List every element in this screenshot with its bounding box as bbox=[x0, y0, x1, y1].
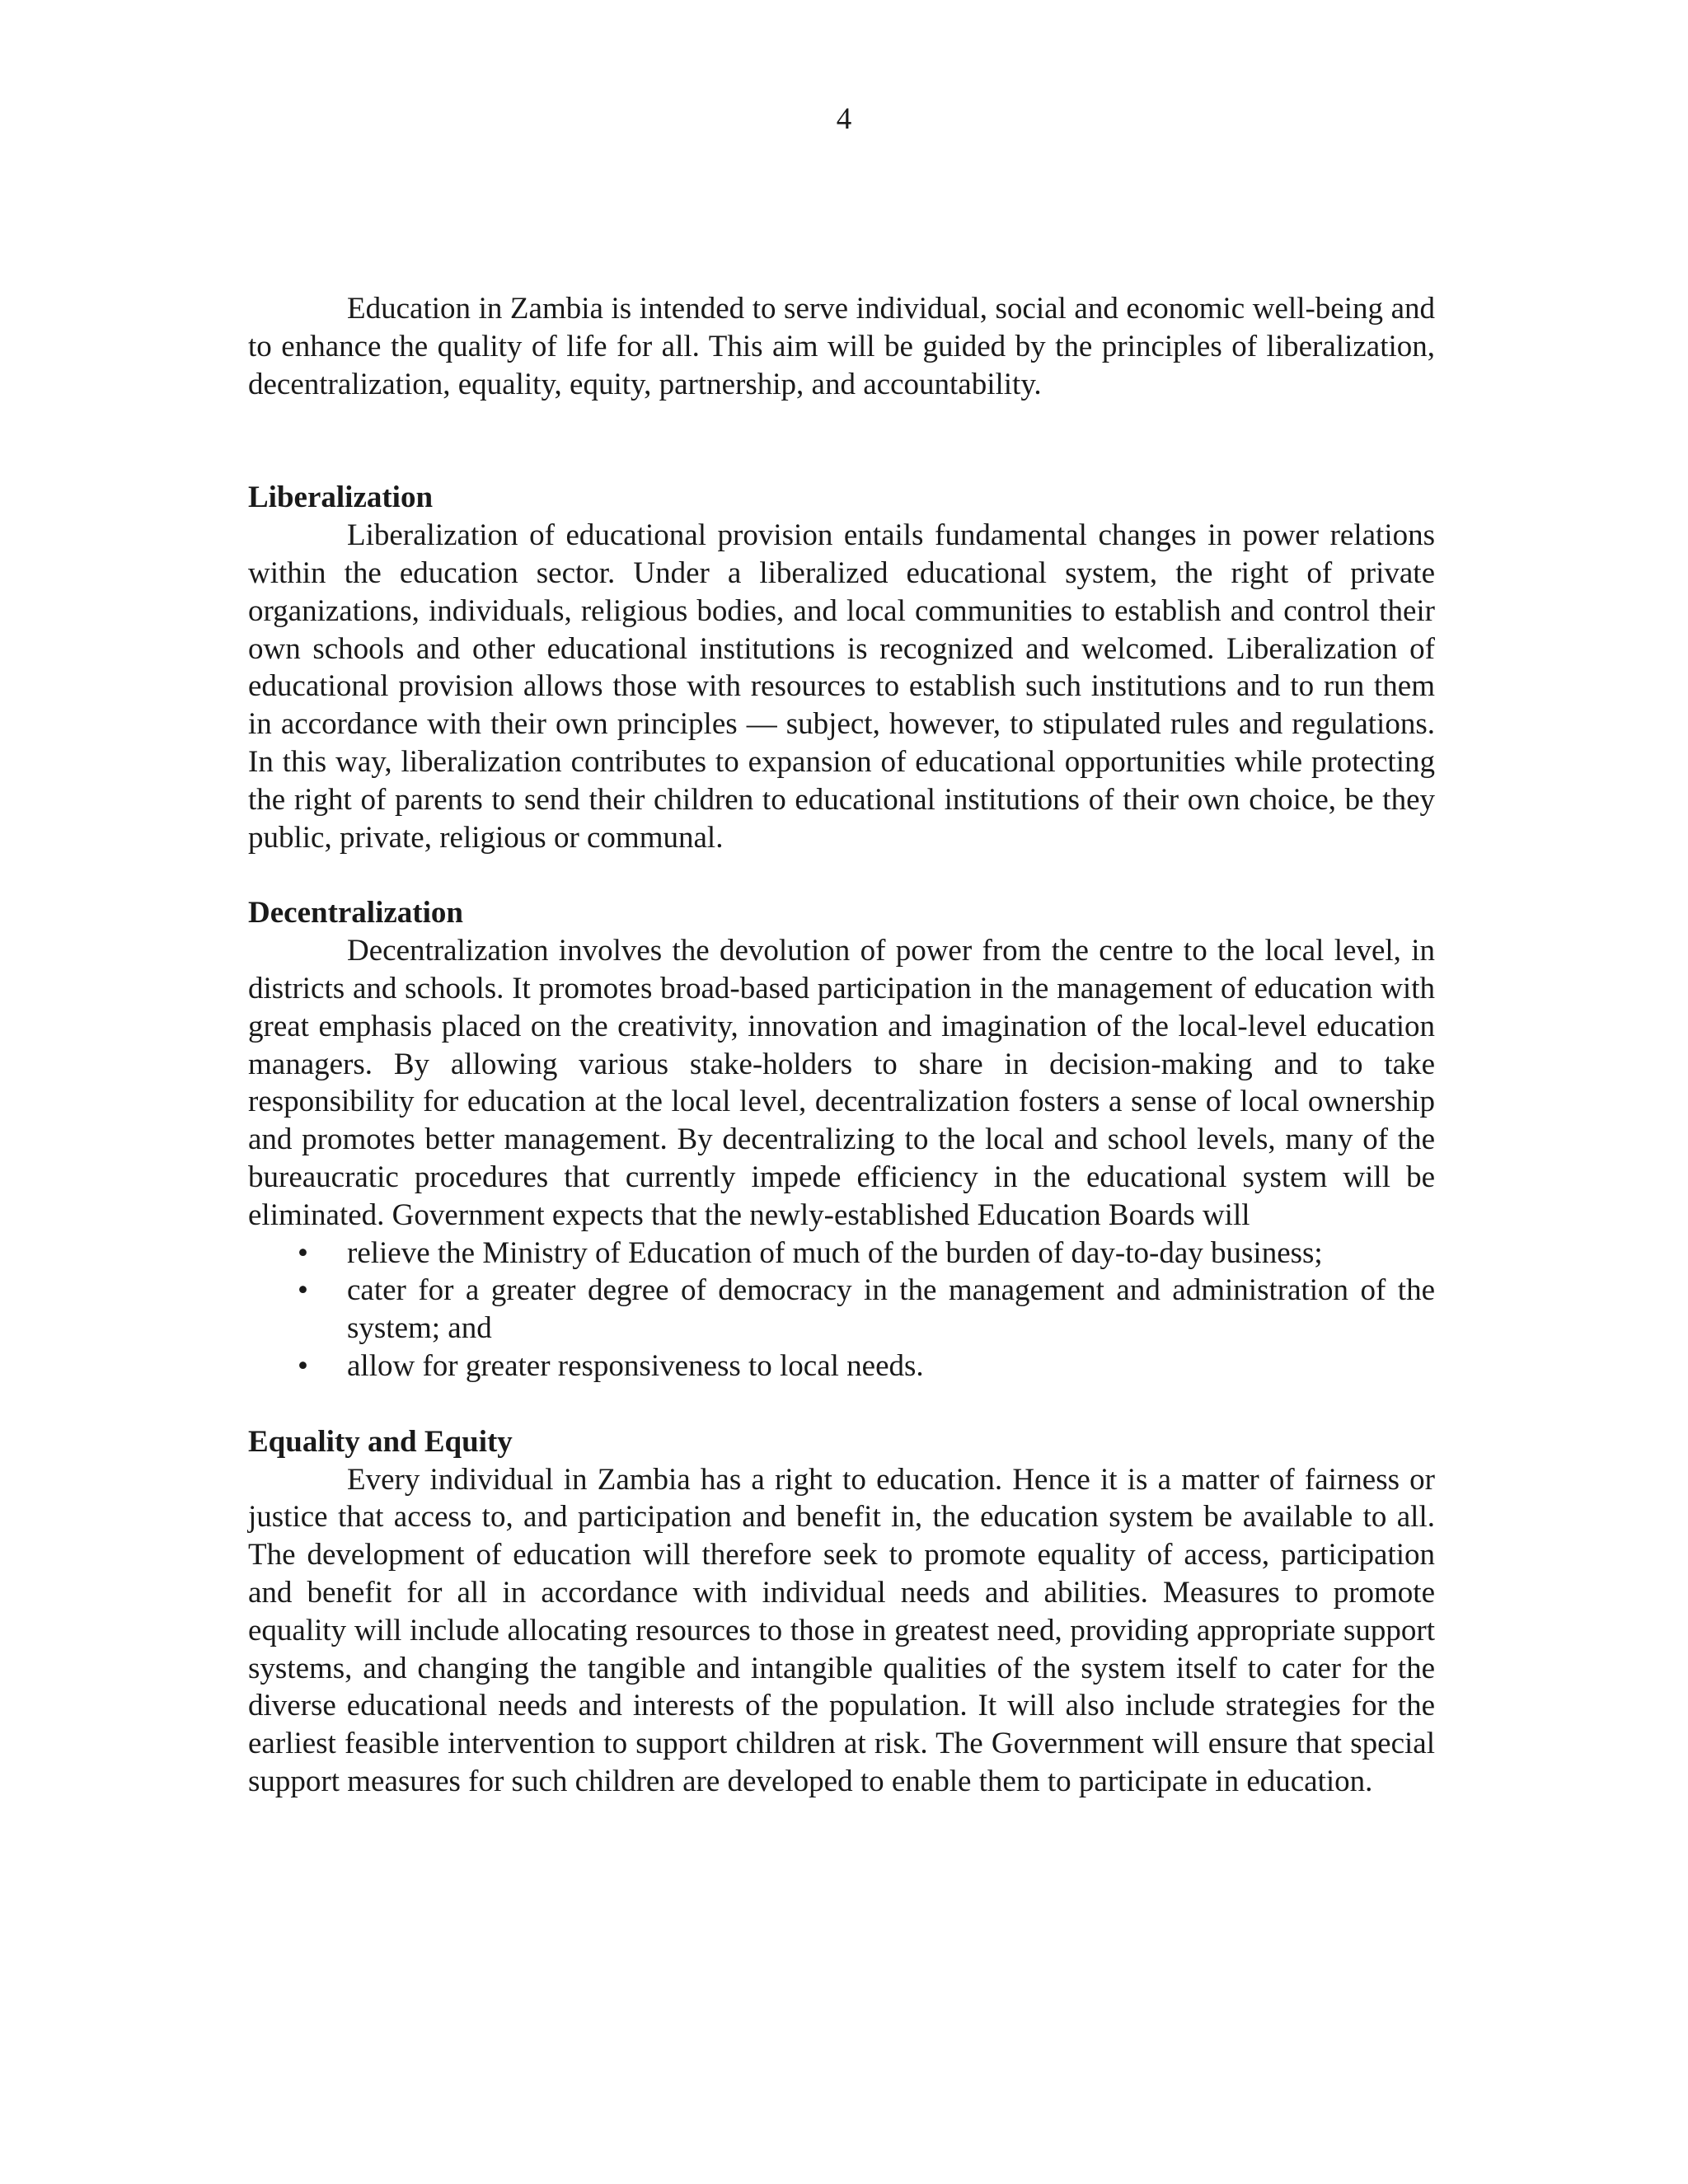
page-number: 4 bbox=[836, 102, 852, 136]
section-spacer bbox=[248, 403, 1435, 479]
bullet-list-item bbox=[248, 1272, 1435, 1347]
section-paragraph: Decentralization involves the devolution of power from the centre to the local level, in districts and schools. It promotes broad-based participation in the management of education with great emphasis placed on the creativity, innovation and imagination of the local-level education managers. By allowing various stake-holders to share in decision-making and to take responsibility for education at the local level, decentralization fosters a sense of local ownership and promotes better management. By decentralizing to the local and school levels, many of the bureaucratic procedures that currently impede efficiency in the educational system will be eliminated. Government expects that the newly-established Education Boards will bbox=[248, 934, 1435, 1232]
bullet-text: allow for greater responsiveness to local needs. bbox=[347, 1348, 924, 1383]
section-paragraph: Every individual in Zambia has a right to education. Hence it is a matter of fairness or justice that access to, and participation and benefit in, the education system be available to all. The development of education will therefore seek to promote equality of access, participation and benefit for all in accordance with individual needs and abilities. Measures to promote equality will include allocating resources to those in greatest need, providing appropriate support systems, and changing the tangible and intangible qualities of the system itself to cater for the diverse educational needs and interests of the population. It will also include strategies for the earliest feasible intervention to support children at risk. The Government will ensure that special support measures for such children are developed to enable them to participate in education. bbox=[248, 1462, 1435, 1798]
section-equality-and-equity bbox=[248, 1423, 1435, 1801]
section-spacer bbox=[248, 856, 1435, 894]
document-body bbox=[248, 290, 1435, 1801]
bullet-text: cater for a greater degree of democracy in the management and administration of the system; and bbox=[347, 1273, 1435, 1346]
section-liberalization bbox=[248, 479, 1435, 856]
bullet-list-item bbox=[248, 1235, 1435, 1272]
section-spacer bbox=[248, 1385, 1435, 1423]
section-paragraph: Liberalization of educational provision entails fundamental changes in power relations within the education sector. Under a liberalized educational system, the right of private organizations, individuals, religious bodies, and local communities to establish and control their own schools and other educational institutions is recognized and welcomed. Liberalization of educational provision allows those with resources to establish such institutions and to run them in accordance with their own principles — subject, however, to stipulated rules and regulations. In this way, liberalization contributes to expansion of educational opportunities while protecting the right of parents to send their children to educational institutions of their own choice, be they public, private, religious or communal. bbox=[248, 518, 1435, 855]
bullet-icon: • bbox=[298, 1235, 308, 1270]
section-decentralization bbox=[248, 894, 1435, 1385]
bullet-list bbox=[248, 1235, 1435, 1385]
section-heading: Decentralization bbox=[248, 896, 463, 930]
intro-paragraph: Education in Zambia is intended to serve individual, social and economic well-being and to enhance the quality of life for all. This aim will be guided by the principles of liberalization, decentralization, equality, equity, partnership, and accountability. bbox=[248, 292, 1435, 401]
bullet-text: relieve the Ministry of Education of much of the burden of day-to-day business; bbox=[347, 1235, 1323, 1270]
bullet-icon: • bbox=[298, 1273, 308, 1308]
section-heading: Equality and Equity bbox=[248, 1424, 513, 1459]
section-heading: Liberalization bbox=[248, 480, 434, 515]
bullet-icon: • bbox=[298, 1348, 308, 1383]
bullet-list-item bbox=[248, 1347, 1435, 1385]
